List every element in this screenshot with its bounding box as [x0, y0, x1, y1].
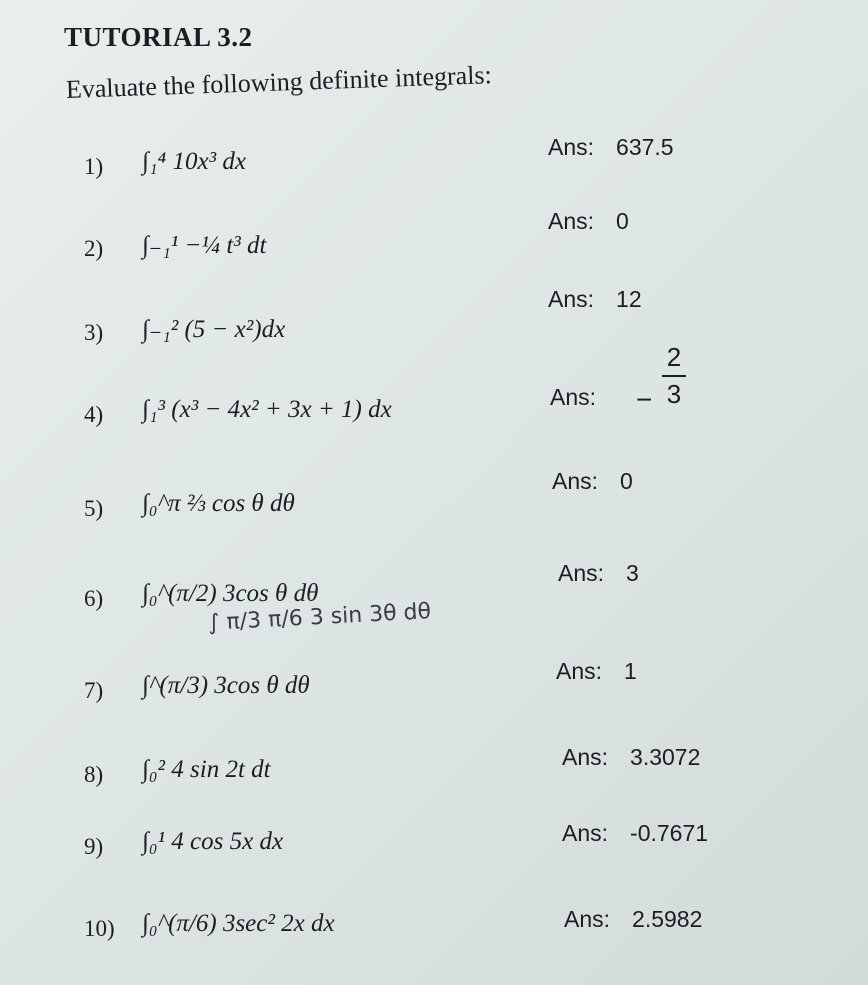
- problem-row-6: [0, 560, 868, 632]
- problem-number: 4): [84, 402, 104, 427]
- answer-value: 637.5: [616, 134, 674, 160]
- page-title: TUTORIAL 3.2: [64, 22, 253, 52]
- problem-number: 1): [84, 154, 104, 179]
- answer-label: Ans:: [548, 134, 595, 160]
- instruction-text: Evaluate the following definite integrals:: [65, 60, 493, 104]
- answer-fraction: [662, 342, 686, 410]
- answer-value: 0: [620, 468, 633, 494]
- problem-integral: ∫₋₁¹ −¼ t³ dt: [142, 232, 267, 259]
- answer-value: 3: [626, 560, 639, 586]
- answer-label: Ans:: [552, 468, 599, 494]
- answer-value: 1: [624, 658, 637, 684]
- problem-answer: [548, 286, 642, 313]
- answer-label: Ans:: [562, 744, 609, 770]
- problem-row-2: [0, 208, 868, 282]
- answer-label: Ans:: [548, 286, 595, 312]
- problem-number: 9): [84, 834, 104, 859]
- fraction-numerator: 2: [666, 342, 682, 372]
- answer-value: 3.3072: [630, 744, 701, 770]
- problem-row-8: [0, 744, 868, 808]
- problem-integral: ∫₁⁴ 10x³ dx: [142, 148, 246, 175]
- answer-label: Ans:: [562, 820, 609, 846]
- answer-label: Ans:: [558, 560, 605, 586]
- problem-integral: ∫^(π/3) 3cos θ dθ: [142, 672, 310, 699]
- answer-value: 12: [616, 286, 642, 312]
- problem-row-1: [0, 134, 868, 200]
- answer-label: Ans:: [550, 384, 597, 410]
- problem-number: 8): [84, 762, 104, 787]
- answer-value: 2.5982: [632, 906, 703, 932]
- answer-sign: −: [636, 384, 653, 415]
- problem-answer: [552, 468, 633, 495]
- problem-integral: ∫₀² 4 sin 2t dt: [142, 756, 271, 783]
- answer-value: -0.7671: [630, 820, 709, 846]
- problem-number: 6): [84, 586, 104, 611]
- problem-row-9: [0, 820, 868, 880]
- problem-row-7: [0, 658, 868, 724]
- problem-integral: ∫₀^(π/6) 3sec² 2x dx: [142, 910, 335, 937]
- problem-integral: ∫₁³ (x³ − 4x² + 3x + 1) dx: [142, 396, 392, 423]
- problem-number: 5): [84, 496, 104, 521]
- problem-answer: [562, 820, 708, 847]
- problem-integral: ∫₀¹ 4 cos 5x dx: [142, 828, 284, 855]
- handwritten-note: ∫ π/3 π/6 3 sin 3θ dθ: [207, 599, 432, 636]
- problem-answer: [548, 134, 674, 161]
- answer-label: Ans:: [564, 906, 611, 932]
- answer-value: 0: [616, 208, 629, 234]
- problem-row-4: [0, 342, 868, 448]
- problem-integral: ∫₀^(π/2) 3cos θ dθ: [142, 580, 319, 607]
- problem-answer: [556, 658, 637, 685]
- problem-row-10: [0, 902, 868, 962]
- problem-integral: ∫₀^π ⅔ cos θ dθ: [142, 490, 295, 517]
- problem-row-3: [0, 286, 868, 366]
- problem-number: 3): [84, 320, 104, 345]
- problem-answer: [548, 208, 629, 235]
- problem-number: 7): [84, 678, 104, 703]
- problem-answer: [562, 744, 700, 771]
- fraction-denominator: 3: [666, 379, 682, 409]
- answer-label: Ans:: [556, 658, 603, 684]
- problem-row-5: [0, 468, 868, 542]
- problem-number: 2): [84, 236, 104, 261]
- problem-number: 10): [84, 916, 115, 941]
- problem-answer: [564, 906, 702, 933]
- fraction-bar: [662, 375, 686, 377]
- problem-integral: ∫₋₁² (5 − x²)dx: [142, 316, 286, 343]
- problem-answer: [558, 560, 639, 587]
- answer-label: Ans:: [548, 208, 595, 234]
